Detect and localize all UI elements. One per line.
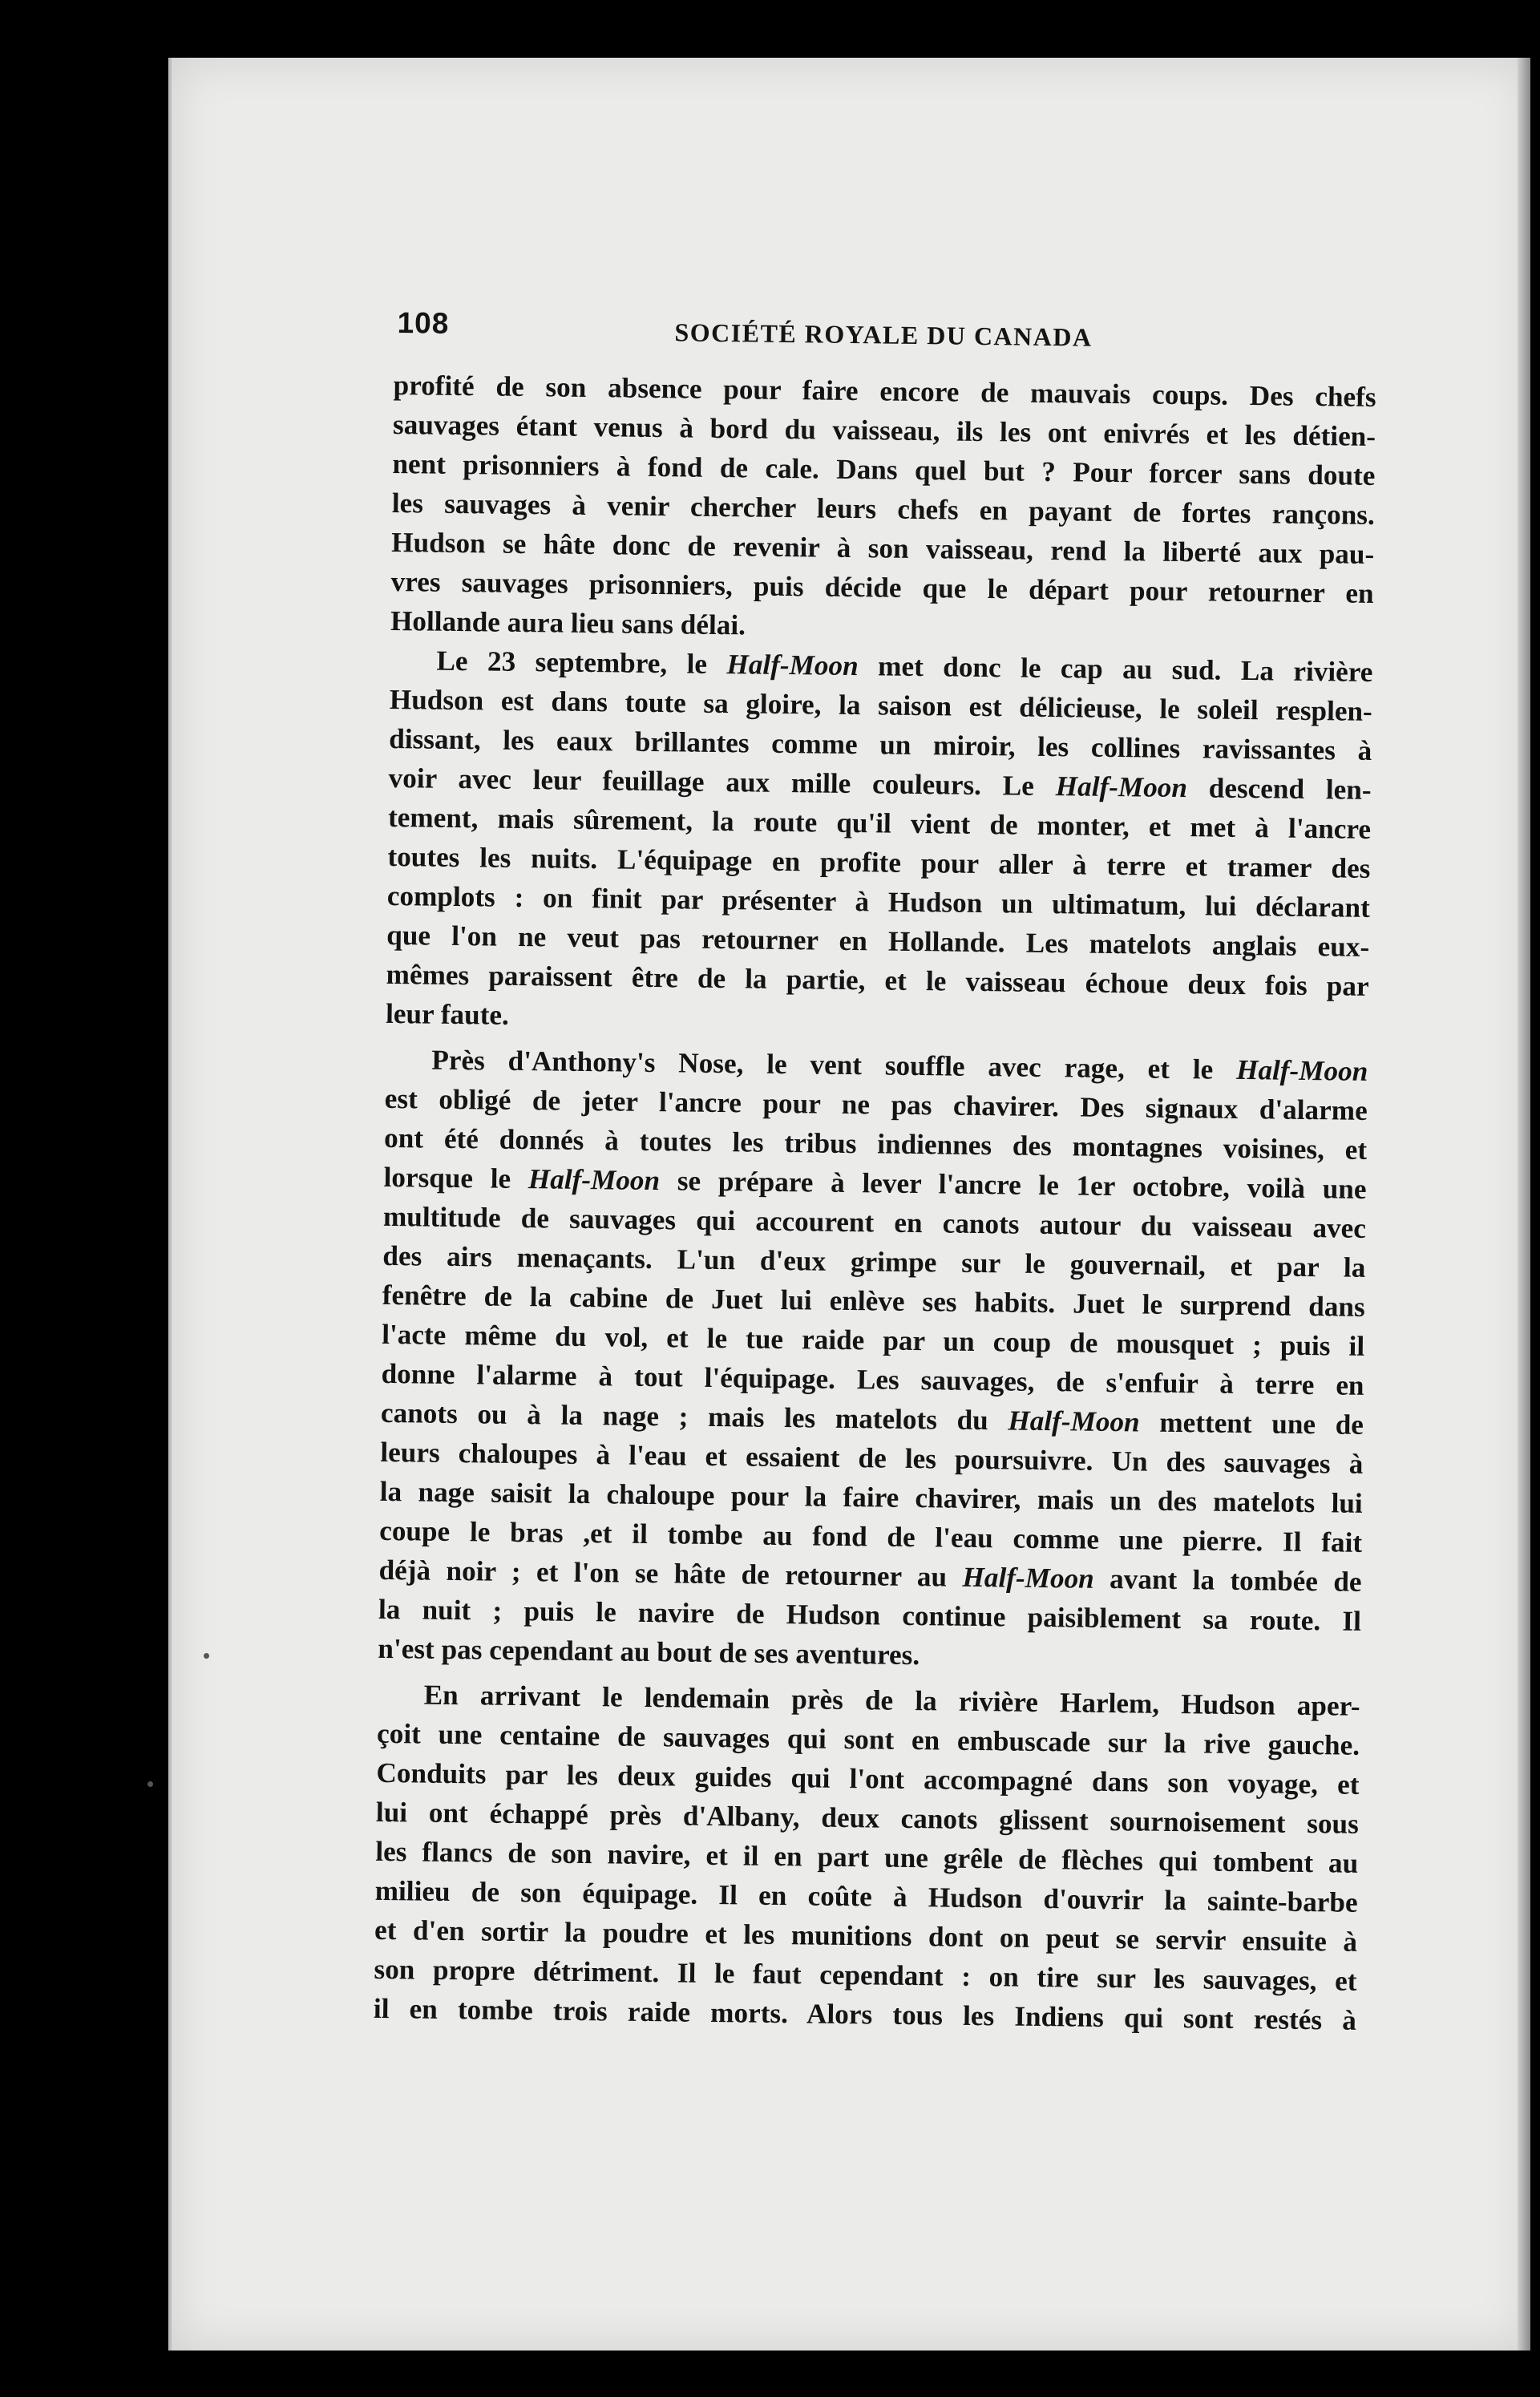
text-run: se prépare à lever l'ancre le 1er octobre, voilà une: [659, 1165, 1367, 1205]
text-line: dissant, les eaux brillantes comme un miroir, les collines ravissantes à: [389, 722, 1372, 766]
text-line: l'acte même du vol, et le tue raide par un coup de mousquet ; puis il: [381, 1318, 1365, 1362]
paragraph-3: [378, 1040, 1368, 1680]
text-line: Hudson se hâte donc de revenir à son vaisseau, rend la liberté aux pau-: [391, 526, 1375, 570]
text-line: çoit une centaine de sauvages qui sont en embuscade sur la rive gauche.: [376, 1717, 1360, 1761]
scan-speck: [204, 1653, 209, 1659]
text-line: les flancs de son navire, et il en part une grêle de flèches qui tombent au: [375, 1835, 1359, 1879]
text-block: [374, 298, 1377, 2040]
running-title: SOCIÉTÉ ROYALE DU CANADA: [674, 317, 1093, 352]
paragraph-1: [390, 366, 1376, 653]
text-line: nent prisonniers à fond de cale. Dans quel but ? Pour forcer sans doute: [392, 447, 1376, 491]
text-line: lui ont échappé près d'Albany, deux canots glissent sournoisement sous: [375, 1796, 1360, 1840]
running-head: [394, 298, 1377, 378]
ship-name: Half-Moon: [1055, 770, 1188, 804]
text-run: Près d'Anthony's Nose, le vent souffle avec rage, et le: [431, 1044, 1237, 1085]
text-line: En arrivant le lendemain près de la rivière Harlem, Hudson aper-: [423, 1679, 1360, 1722]
text-run: déjà noir ; et l'on se hâte de retourner au: [378, 1554, 963, 1593]
text-line: son propre détriment. Il le faut cependant : on tire sur les sauvages, et: [374, 1953, 1357, 1997]
text-line: Hudson est dans toute sa gloire, la saison est délicieuse, le soleil resplen-: [389, 683, 1373, 727]
text-line: la nuit ; puis le navire de Hudson continue paisiblement sa route. Il: [378, 1593, 1362, 1637]
text-line: est obligé de jeter l'ancre pour ne pas chavirer. Des signaux d'alarme: [384, 1082, 1368, 1126]
text-line: tement, mais sûrement, la route qu'il vient de monter, et met à l'ancre: [387, 801, 1372, 845]
text-run: descend len-: [1186, 772, 1372, 806]
paragraph-4: [374, 1675, 1360, 2040]
ship-name: Half-Moon: [726, 649, 859, 682]
text-line: complots : on finit par présenter à Hudson un ultimatum, lui déclarant: [386, 879, 1371, 924]
text-line: des airs menaçants. L'un d'eux grimpe sur le gouvernail, et par la: [382, 1239, 1366, 1283]
text-run: voir avec leur feuillage aux mille couleurs. Le: [388, 762, 1056, 802]
text-line: mêmes paraissent être de la partie, et le vaisseau échoue deux fois par: [386, 958, 1369, 1002]
text-line: profité de son absence pour faire encore de mauvais coups. Des chefs: [393, 369, 1376, 413]
ship-name: Half-Moon: [962, 1561, 1094, 1595]
text-line: Hollande aura lieu sans délai.: [390, 604, 746, 641]
text-line: ont été donnés à toutes les tribus indiennes des montagnes voisines, et: [383, 1122, 1368, 1166]
text-run: avant la tombée de: [1093, 1562, 1362, 1598]
text-line: et d'en sortir la poudre et les munitions dont on peut se servir ensuite à: [374, 1914, 1358, 1958]
text-run: Le 23 septembre, le: [436, 645, 727, 681]
text-line: sauvages étant venus à bord du vaisseau, ils les ont enivrés et les détien-: [392, 408, 1376, 452]
text-run: lorsque le: [383, 1161, 529, 1195]
text-line: n'est pas cependant au bout de ses aventures.: [378, 1632, 920, 1671]
text-line: vres sauvages prisonniers, puis décide que le départ pour retourner en: [390, 565, 1374, 609]
text-line: fenêtre de la cabine de Juet lui enlève ses habits. Juet le surprend dans: [382, 1279, 1365, 1323]
ship-name: Half-Moon: [1008, 1405, 1140, 1438]
ship-name: Half-Moon: [527, 1163, 661, 1197]
text-run: met donc le cap au sud. La rivière: [858, 650, 1373, 688]
text-line: la nage saisit la chaloupe pour la faire chavirer, mais un des matelots lui: [379, 1475, 1363, 1519]
text-line: il en tombe trois raide morts. Alors tous les Indiens qui sont restés à: [373, 1992, 1357, 2036]
text-line: les sauvages à venir chercher leurs chefs en payant de fortes rançons.: [391, 487, 1376, 531]
text-line: leur faute.: [385, 997, 510, 1031]
text-line: Conduits par les deux guides qui l'ont accompagné dans son voyage, et: [376, 1756, 1360, 1801]
text-run: canots ou à la nage ; mais les matelots du: [380, 1397, 1008, 1437]
page-number: 108: [397, 306, 450, 340]
text-line: milieu de son équipage. Il en coûte à Hudson d'ouvrir la sainte-barbe: [374, 1874, 1358, 1918]
page-edge-shadow: [1518, 58, 1530, 2351]
paragraph-2: [386, 641, 1373, 1045]
text-line: toutes les nuits. L'équipage en profite pour aller à terre et tramer des: [387, 840, 1371, 884]
text-run: mettent une de: [1139, 1406, 1364, 1441]
text-line: leurs chaloupes à l'eau et essaient de les poursuivre. Un des sauvages à: [380, 1436, 1364, 1480]
scan-speck: [148, 1781, 153, 1787]
text-line: coupe le bras ,et il tombe au fond de l'eau comme une pierre. Il fait: [378, 1514, 1363, 1558]
text-line: multitude de sauvages qui accourent en canots autour du vaisseau avec: [382, 1200, 1367, 1244]
ship-name: Half-Moon: [1235, 1053, 1368, 1087]
text-line: que l'on ne veut pas retourner en Hollande. Les matelots anglais eux-: [386, 919, 1370, 963]
text-line: donne l'alarme à tout l'équipage. Les sauvages, de s'enfuir à terre en: [381, 1357, 1364, 1401]
